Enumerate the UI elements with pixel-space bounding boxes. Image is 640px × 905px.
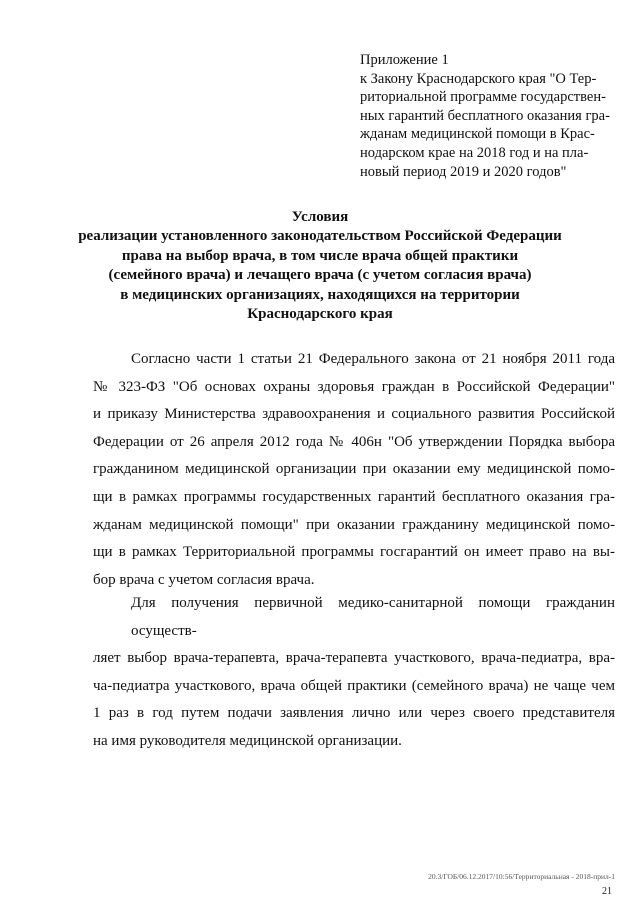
annex-line: ных гарантий бесплатного оказания гра- xyxy=(360,107,610,124)
title-line: права на выбор врача, в том числе врача общей практики xyxy=(121,247,519,264)
annex-line: Приложение 1 xyxy=(360,52,449,68)
paragraph-1 xyxy=(93,346,615,594)
title-line: реализации установленного законодательством Российской Федерации xyxy=(78,228,562,245)
paragraph-line: ча-педиатра участкового, врача общей практики (семейного врача) не чаще чем xyxy=(93,677,615,694)
paragraph-line: бор врача с учетом согласия врача. xyxy=(93,571,315,588)
annex-line: жданам медицинской помощи в Крас- xyxy=(360,126,595,143)
paragraph-line: Согласно части 1 статьи 21 Федерального закона от 21 ноября 2011 года xyxy=(131,351,615,367)
document-title xyxy=(60,208,580,324)
annex-line: новый период 2019 и 2020 годов" xyxy=(360,163,567,180)
annex-line: риториальной программе государствен- xyxy=(360,89,606,106)
paragraph-2 xyxy=(93,590,615,756)
title-line: Условия xyxy=(291,209,349,225)
annex-line: к Закону Краснодарского края "О Тер- xyxy=(360,70,597,87)
footer-stamp: 20.3/ГОБ/06.12.2017/10:56/Территориальная - 2018-прил-1 xyxy=(428,872,615,881)
paragraph-line: на имя руководителя медицинской организации. xyxy=(93,732,402,749)
page-number: 21 xyxy=(602,886,612,897)
title-line: Краснодарского края xyxy=(247,306,393,323)
paragraph-line: жданам медицинской помощи" при оказании гражданину медицинской помо- xyxy=(93,516,615,533)
paragraph-line: щи в рамках программы государственных гарантий бесплатного оказания гра- xyxy=(93,488,615,505)
title-line: (семейного врача) и лечащего врача (с учетом согласия врача) xyxy=(108,267,532,284)
annex-line: нодарском крае на 2018 год и на пла- xyxy=(360,144,589,161)
paragraph-line: № 323-ФЗ "Об основах охраны здоровья граждан в Российской Федерации" xyxy=(93,378,615,395)
paragraph-line: щи в рамках Территориальной программы госгарантий он имеет право на вы- xyxy=(93,544,615,561)
title-line: в медицинских организациях, находящихся на территории xyxy=(120,286,520,303)
annex-header xyxy=(360,51,622,181)
paragraph-line: Федерации от 26 апреля 2012 года № 406н "Об утверждении Порядка выбора xyxy=(93,433,615,450)
paragraph-line: ляет выбор врача-терапевта, врача-терапевта участкового, врача-педиатра, вра- xyxy=(93,650,615,667)
paragraph-line: Для получения первичной медико-санитарной помощи гражданин осуществ- xyxy=(131,595,615,639)
paragraph-line: гражданином медицинской организации при оказании ему медицинской помо- xyxy=(93,461,615,478)
paragraph-line: 1 раз в год путем подачи заявления лично или через своего представителя xyxy=(93,705,615,722)
paragraph-line: и приказу Министерства здравоохранения и социального развития Российской xyxy=(93,406,615,423)
